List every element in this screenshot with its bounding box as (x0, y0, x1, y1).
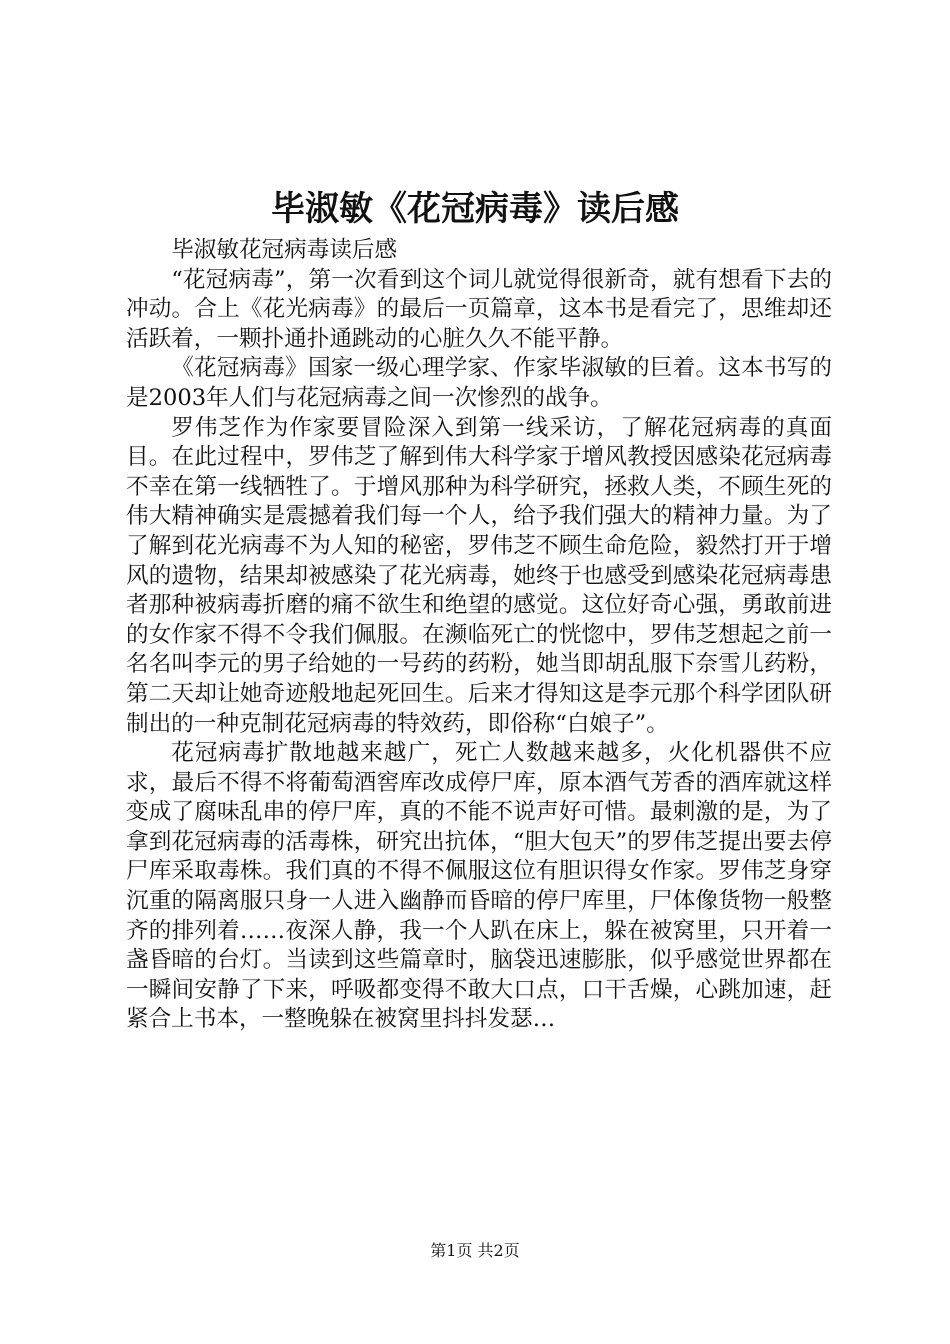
paragraph-book-info: 《花冠病毒》国家一级心理学家、作家毕淑敏的巨着。这本书写的是2003年人们与花冠病毒之间一次惨烈的战争。 (126, 355, 832, 411)
paragraph-subtitle: 毕淑敏花冠病毒读后感 (171, 237, 398, 263)
paragraph-morgue: 花冠病毒扩散地越来越广，死亡人数越来越多，火化机器供不应求，最后不得不将葡萄酒窖库改成停尸库，原本酒气芳香的酒库就这样变成了腐味乱串的停尸库，真的不能不说声好可惜。最刺激的是，为了拿到花冠病毒的活毒株，研究出抗体，“胆大包天”的罗伟芝提出要去停尸库采取毒株。我们真的不得不佩服这位有胆识得女作家。罗伟芝身穿沉重的隔离服只身一人进入幽静而昏暗的停尸库里，尸体像货物一般整齐的排列着……夜深人静，我一个人趴在床上，躲在被窝里，只开着一盏昏暗的台灯。当读到这些篇章时，脑袋迅速膨胀，似乎感觉世界都在一瞬间安静了下来，呼吸都变得不敢大口点，口干舌燥，心跳加速，赶紧合上书本，一整晚躲在被窝里抖抖发瑟… (126, 740, 832, 1033)
document-body (126, 236, 832, 1035)
document-title: 毕淑敏《花冠病毒》读后感 (271, 189, 679, 229)
paragraph-story: 罗伟芝作为作家要冒险深入到第一线采访，了解花冠病毒的真面目。在此过程中，罗伟芝了解到伟大科学家于增风教授因感染花冠病毒不幸在第一线牺牲了。于增风那种为科学研究，拯救人类，不顾生死的伟大精神确实是震撼着我们每一个人，给予我们强大的精神力量。为了了解到花光病毒不为人知的秘密，罗伟芝不顾生命危险，毅然打开于增风的遗物，结果却被感染了花光病毒，她终于也感受到感染花冠病毒患者那种被病毒折磨的痛不欲生和绝望的感觉。这位好奇心强，勇敢前进的女作家不得不令我们佩服。在濒临死亡的恍惚中，罗伟芝想起之前一名名叫李元的男子给她的一号药的药粉，她当即胡乱服下奈雪儿药粉，第二天却让她奇迹般地起死回生。后来才得知这是李元那个科学团队研制出的一种克制花冠病毒的特效药，即俗称“白娘子”。 (126, 414, 832, 737)
paragraph-intro: “花冠病毒”，第一次看到这个词儿就觉得很新奇，就有想看下去的冲动。合上《花光病毒》的最后一页篇章，这本书是看完了，思维却还活跃着，一颗扑通扑通跳动的心脏久久不能平静。 (126, 266, 832, 352)
page-footer: 第1页 共2页 (430, 1241, 520, 1260)
